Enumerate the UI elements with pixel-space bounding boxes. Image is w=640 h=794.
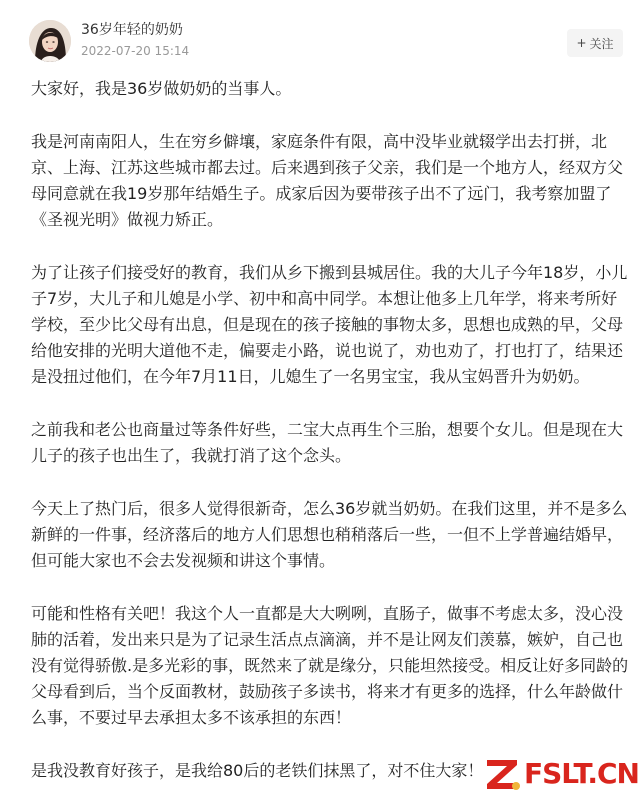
- watermark-logo-icon: [484, 755, 524, 794]
- follow-button-label: 关注: [589, 36, 614, 51]
- author-avatar[interactable]: [29, 20, 71, 62]
- article-paragraph: 是我没教育好孩子，是我给80后的老铁们抹黑了，对不住大家！: [31, 761, 484, 780]
- article-paragraph: 之前我和老公也商量过等条件好些，二宝大点再生个三胎，想要个女儿。但是现在大儿子的孩子也出生了，我就打消了这个念头。: [31, 420, 624, 465]
- follow-button[interactable]: [567, 29, 623, 57]
- plus-icon: +: [576, 36, 587, 50]
- watermark-text: FSLT.CN: [524, 757, 639, 790]
- article-paragraph: 可能和性格有关吧！我这个人一直都是大大咧咧，直肠子，做事不考虑太多，没心没肺的活着，发出来只是为了记录生活点点滴滴，并不是让网友们羡慕，嫉妒，自己也没有觉得骄傲.是多光彩的事，既然来了就是缘分，只能坦然接受。相反让好多同龄的父母看到后，当个反面教材，鼓励孩子多读书，将来才有更多的选择，什么年龄做什么事，不要过早去承担太多不该承担的东西！: [31, 604, 629, 727]
- post-datetime: 2022-07-20 15:14: [81, 44, 190, 58]
- article-paragraph: 今天上了热门后，很多人觉得很新奇，怎么36岁就当奶奶。在我们这里，并不是多么新鲜的一件事，经济落后的地方人们思想也稍稍落后一些，一但不上学普遍结婚早，但可能大家也不会去发视频和讲这个事情。: [31, 499, 628, 570]
- author-name[interactable]: 36岁年轻的奶奶: [81, 22, 183, 38]
- site-watermark: [484, 755, 640, 794]
- article-paragraph: 我是河南南阳人，生在穷乡僻壤，家庭条件有限，高中没毕业就辍学出去打拼，北京、上海、江苏这些城市都去过。后来遇到孩子父亲，我们是一个地方人，经双方父母同意就在我19岁那年结婚生子。成家后因为要带孩子出不了远门，我考察加盟了《圣视光明》做视力矫正。: [31, 132, 624, 229]
- avatar-portrait-image: [29, 20, 71, 62]
- article-body: [31, 76, 629, 794]
- post-header: [0, 0, 640, 76]
- article-paragraph: 大家好，我是36岁做奶奶的当事人。: [31, 79, 292, 98]
- article-paragraph: 为了让孩子们接受好的教育，我们从乡下搬到县城居住。我的大儿子今年18岁，小儿子7岁，大儿子和儿媳是小学、初中和高中同学。本想让他多上几年学，将来考所好学校，至少比父母有出息，但是现在的孩子接触的事物太多，思想也成熟的早，父母给他安排的光明大道他不走，偏要走小路，说也说了，劝也劝了，打也打了，结果还是没扭过他们，在今年7月11日，儿媳生了一名男宝宝，我从宝妈晋升为奶奶。: [31, 263, 628, 386]
